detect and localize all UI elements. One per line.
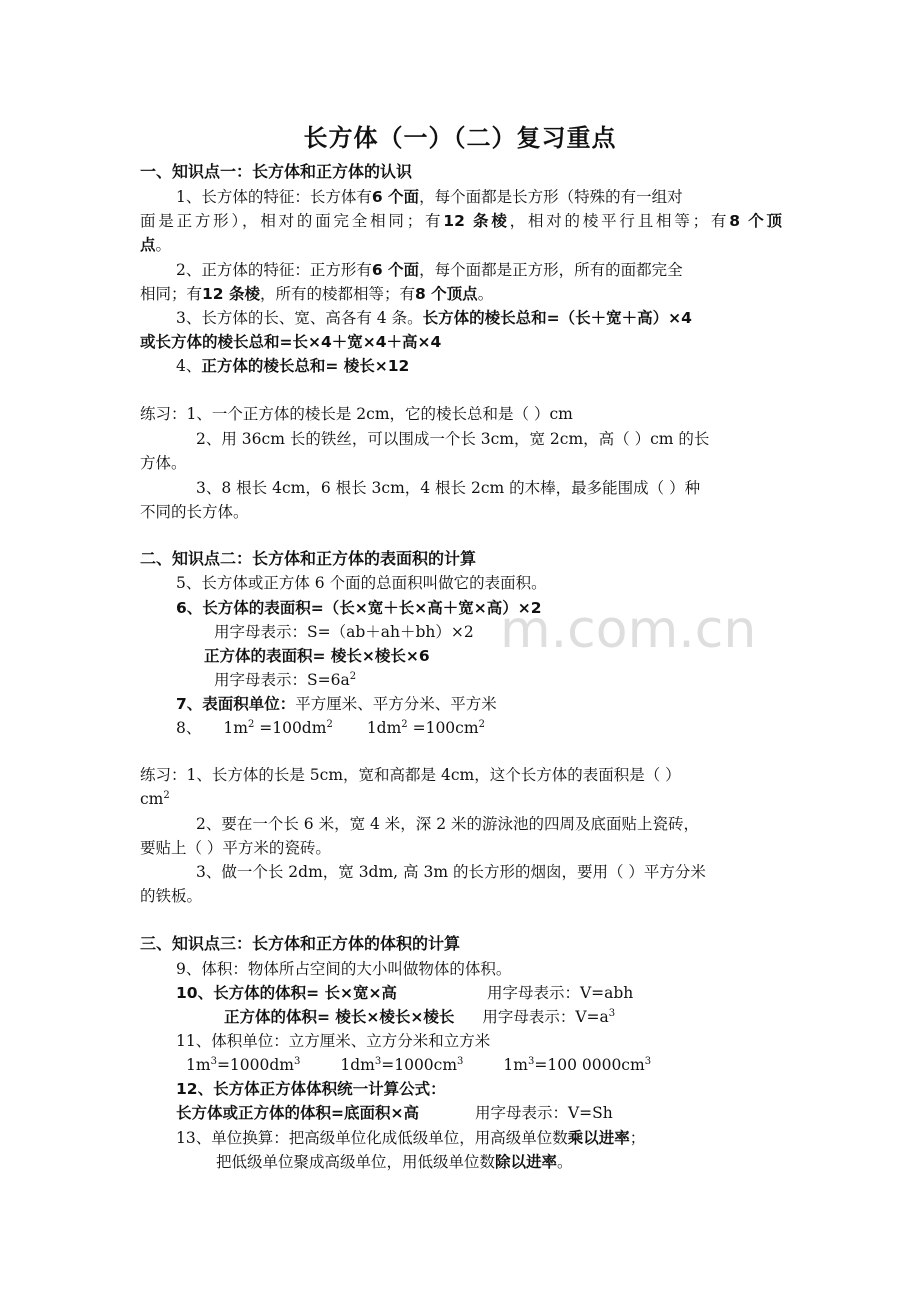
point-6: 6、长方体的表面积=（长×宽＋长×高＋宽×高）×2 [176,599,542,617]
section-3-heading: 三、知识点三：长方体和正方体的体积的计算 [140,934,461,953]
point-11: 11、体积单位：立方厘米、立方分米和立方米 [176,1032,491,1050]
exercise-1-2-line-2: 方体。 [140,454,187,472]
point-13-line-2: 把低级单位聚成高级单位，用低级单位数除以进率。 [216,1153,573,1171]
exercise-2-1-line-1: 练习：1、长方体的长是 5cm，宽和高都是 4cm，这个长方体的表面积是（ ） [140,766,681,784]
point-4: 4、正方体的棱长总和= 棱长×12 [176,357,410,375]
exercise-2-2-line-2: 要贴上（ ）平方米的瓷砖。 [140,839,331,857]
point-2-line-1: 2、正方体的特征：正方形有6 个面，每个面都是正方形，所有的面都完全 [176,261,683,279]
point-11-units: $1m^3=1000dm^3$ $1dm^3=1000cm^3$ $1m^3=100$ $0000cm^3$ [186,1056,652,1074]
point-3-line-2: 或长方体的棱长总和=长×4＋宽×4＋高×4 [140,333,442,351]
point-1-line-3: 点。 [140,236,172,254]
point-13-line-1: 13、单位换算：把高级单位化成低级单位，用高级单位数乘以进率； [176,1129,646,1147]
point-3-line-1: 3、长方体的长、宽、高各有 4 条。长方体的棱长总和=（长＋宽＋高）×4 [176,309,692,327]
section-1-heading: 一、知识点一：长方体和正方体的认识 [140,162,413,181]
point-6-letters: 用字母表示：S=（ab＋ah＋bh）×2 [214,623,474,641]
exercise-2-3-line-1: 3、做一个长 2dm，宽 3dm, 高 3m 的长方形的烟囱，要用（ ）平方分米 [196,863,706,881]
point-12-formula: 长方体或正方体的体积=底面积×高 用字母表示：V=Sh [176,1104,613,1122]
point-12: 12、长方体正方体体积统一计算公式： [176,1080,446,1098]
point-10: 10、长方体的体积= 长×宽×高 用字母表示：V=abh [176,984,634,1002]
exercise-1-3-line-2: 不同的长方体。 [140,503,249,521]
section-2-heading: 二、知识点二：长方体和正方体的表面积的计算 [140,549,477,568]
point-6-cube: 正方体的表面积= 棱长×棱长×6 [204,647,430,665]
watermark: m.com.cn [500,600,757,660]
point-7: 7、表面积单位：平方厘米、平方分米、平方米 [176,695,497,713]
exercise-2-3-line-2: 的铁板。 [140,887,203,905]
point-2-line-2: 相同；有12 条棱，所有的棱都相等；有8 个顶点。 [140,285,494,303]
point-10-cube: 正方体的体积= 棱长×棱长×棱长 用字母表示：$V=a^3$ [224,1008,616,1026]
point-5: 5、长方体或正方体 6 个面的总面积叫做它的表面积。 [176,574,547,592]
page-title: 长方体（一）（二）复习重点 [303,124,617,152]
exercise-2-1-line-2: $cm^2$ [140,790,170,808]
exercise-2-2-line-1: 2、要在一个长 6 米，宽 4 米，深 2 米的游泳池的四周及底面贴上瓷砖， [196,815,700,833]
point-6-cube-letters: 用字母表示：$S=6a^2$ [214,671,357,689]
exercise-1-3-line-1: 3、8 根长 4cm，6 根长 3cm，4 根长 2cm 的木棒，最多能围成（ ）种 [196,479,701,497]
exercise-1-1: 练习：1、一个正方体的棱长是 2cm，它的棱长总和是（ ）cm [140,405,573,423]
point-1-line-1: 1、长方体的特征：长方体有6 个面，每个面都是长方形（特殊的有一组对 [176,188,683,206]
exercise-1-2-line-1: 2、用 36cm 长的铁丝，可以围成一个长 3cm，宽 2cm，高（ ）cm 的长 [196,430,710,448]
point-8: 8、 $1m^2 =100dm^2$ $1dm^2 =100cm^2$ [176,719,485,737]
point-9: 9、体积：物体所占空间的大小叫做物体的体积。 [176,960,512,978]
point-1-line-2: 面是正方形），相对的面完全相同；有12 条棱，相对的棱平行且相等；有8 个顶 [140,212,782,230]
